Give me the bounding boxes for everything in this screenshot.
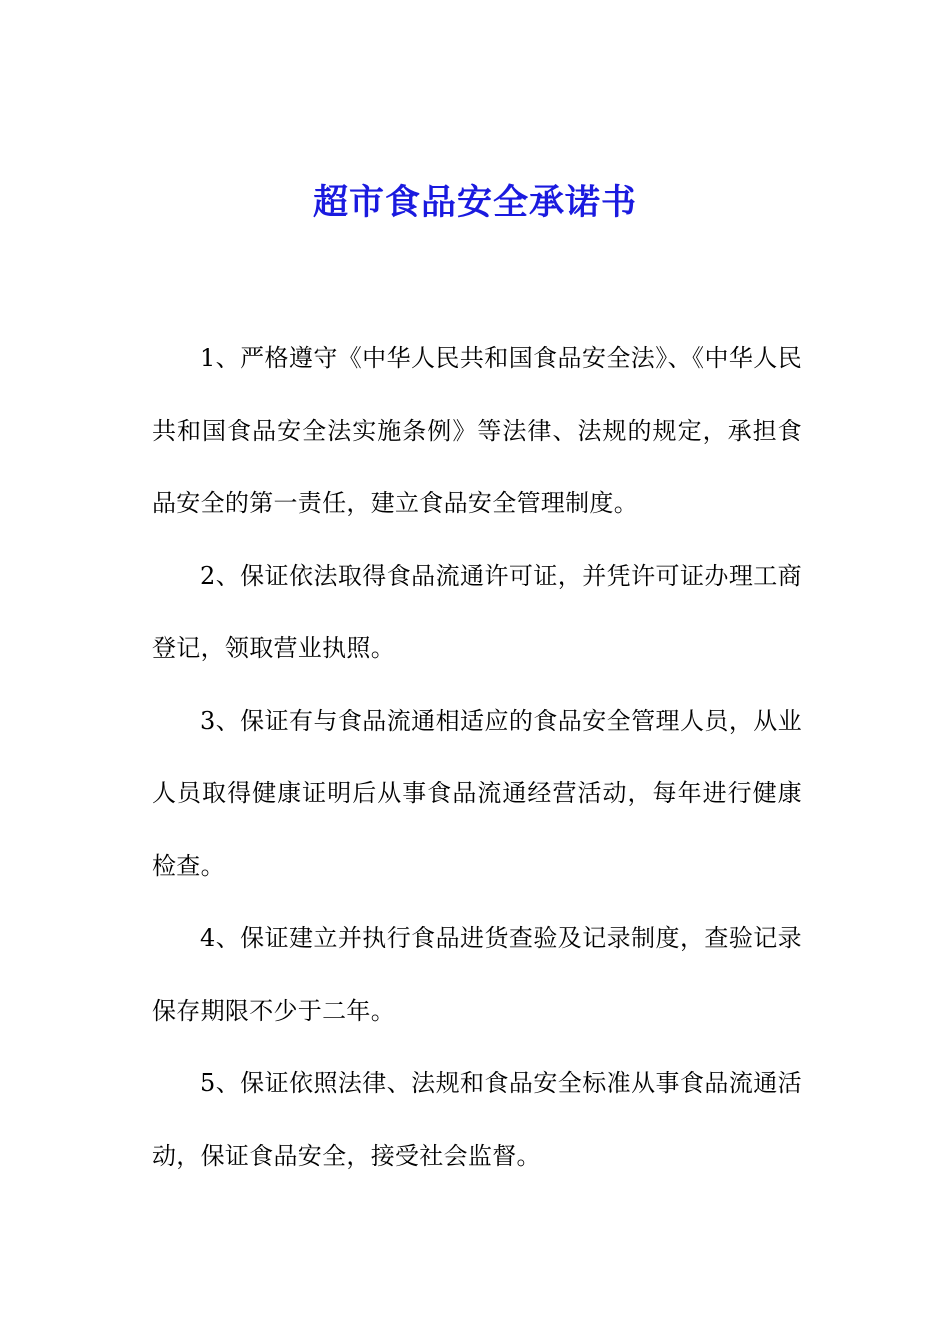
paragraph-1: 1、严格遵守《中华人民共和国食品安全法》、《中华人民共和国食品安全法实施条例》等法律、法规的规定，承担食品安全的第一责任，建立食品安全管理制度。 [152, 344, 802, 517]
paragraph-3: 3、保证有与食品流通相适应的食品安全管理人员，从业人员取得健康证明后从事食品流通经营活动，每年进行健康检查。 [152, 706, 802, 880]
document-title: 超市食品安全承诺书 [312, 182, 637, 223]
paragraph-2: 2、保证依法取得食品流通许可证，并凭许可证办理工商登记，领取营业执照。 [152, 561, 802, 662]
document-body [152, 322, 802, 1192]
paragraph-5: 5、保证依照法律、法规和食品安全标准从事食品流通活动，保证食品安全，接受社会监督。 [152, 1069, 802, 1170]
paragraph-4: 4、保证建立并执行食品进货查验及记录制度，查验记录保存期限不少于二年。 [152, 924, 802, 1025]
